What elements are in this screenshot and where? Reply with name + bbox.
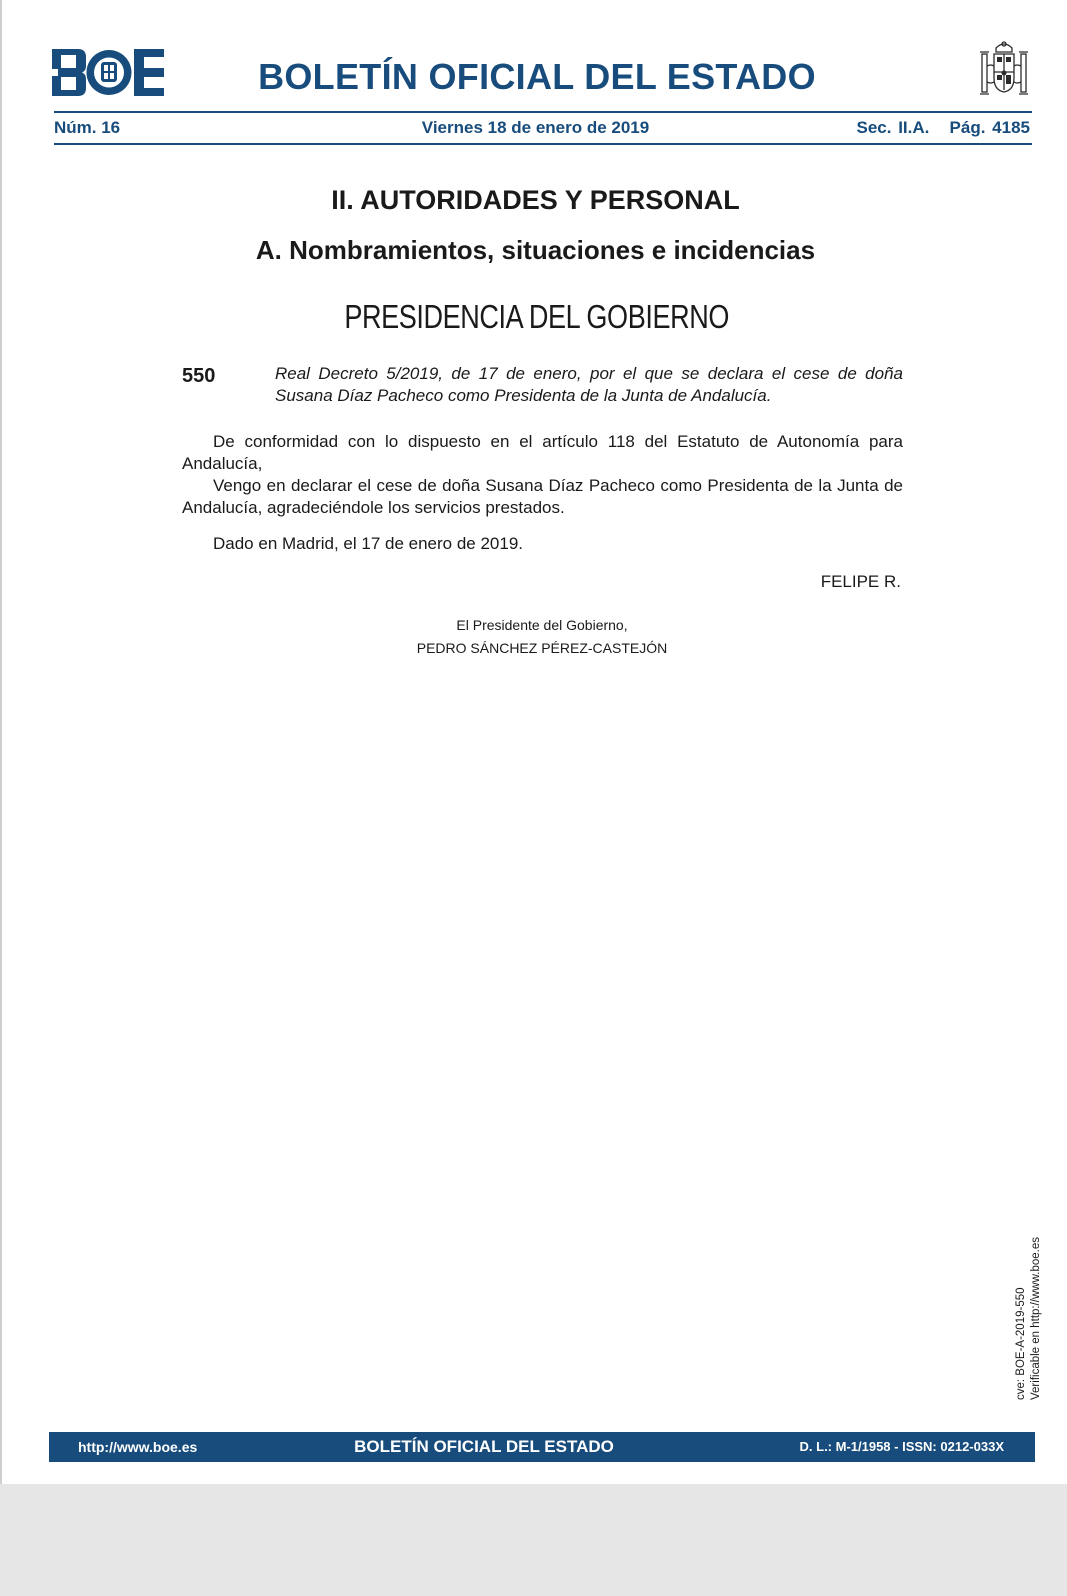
verification-note bbox=[1014, 1190, 1048, 1400]
subsection-heading: A. Nombramientos, situaciones e incidencias bbox=[255, 235, 816, 265]
footer-legal: D. L.: M-1/1958 - ISSN: 0212-033X bbox=[799, 1439, 1004, 1454]
coat-of-arms-icon bbox=[976, 40, 1032, 102]
body-paragraph-1: De conformidad con lo dispuesto en el artículo 118 del Estatuto de Autonomía para Andalucía, bbox=[182, 432, 903, 473]
issue-number: Núm. 16 bbox=[54, 118, 121, 137]
header-rule-bottom bbox=[54, 143, 1032, 145]
section-page: Sec. II.A. Pág. 4185 bbox=[856, 118, 1030, 137]
footer-title: BOLETÍN OFICIAL DEL ESTADO bbox=[354, 1437, 614, 1456]
bulletin-title: BOLETÍN OFICIAL DEL ESTADO bbox=[258, 56, 816, 97]
boe-logo-icon bbox=[52, 49, 164, 96]
king-signature: FELIPE R. bbox=[820, 572, 901, 591]
issue-date: Viernes 18 de enero de 2019 bbox=[421, 118, 650, 137]
header-rule-top bbox=[54, 111, 1032, 113]
dated-line: Dado en Madrid, el 17 de enero de 2019. bbox=[213, 534, 524, 553]
disposition-number: 550 bbox=[182, 365, 216, 387]
disposition-summary: Real Decreto 5/2019, de 17 de enero, por el que se declara el cese de doña Susana Díaz Pacheco como Presidenta de la Junta de Andalucía. bbox=[275, 364, 903, 405]
signatory-name: PEDRO SÁNCHEZ PÉREZ-CASTEJÓN bbox=[416, 640, 668, 656]
verify-link: Verificable en http://www.boe.es bbox=[1030, 1236, 1042, 1400]
section-heading: II. AUTORIDADES Y PERSONAL bbox=[331, 185, 740, 215]
footer-url[interactable]: http://www.boe.es bbox=[78, 1439, 198, 1455]
signatory-role: El Presidente del Gobierno, bbox=[456, 617, 628, 633]
organism-heading: PRESIDENCIA DEL GOBIERNO bbox=[344, 298, 729, 335]
cve-code: cve: BOE-A-2019-550 bbox=[1015, 1287, 1027, 1400]
footer-band bbox=[49, 1432, 1035, 1462]
body-paragraph-2: Vengo en declarar el cese de doña Susana Díaz Pacheco como Presidenta de la Junta de Andalucía, agradeciéndole los servicios prestados. bbox=[182, 476, 903, 517]
